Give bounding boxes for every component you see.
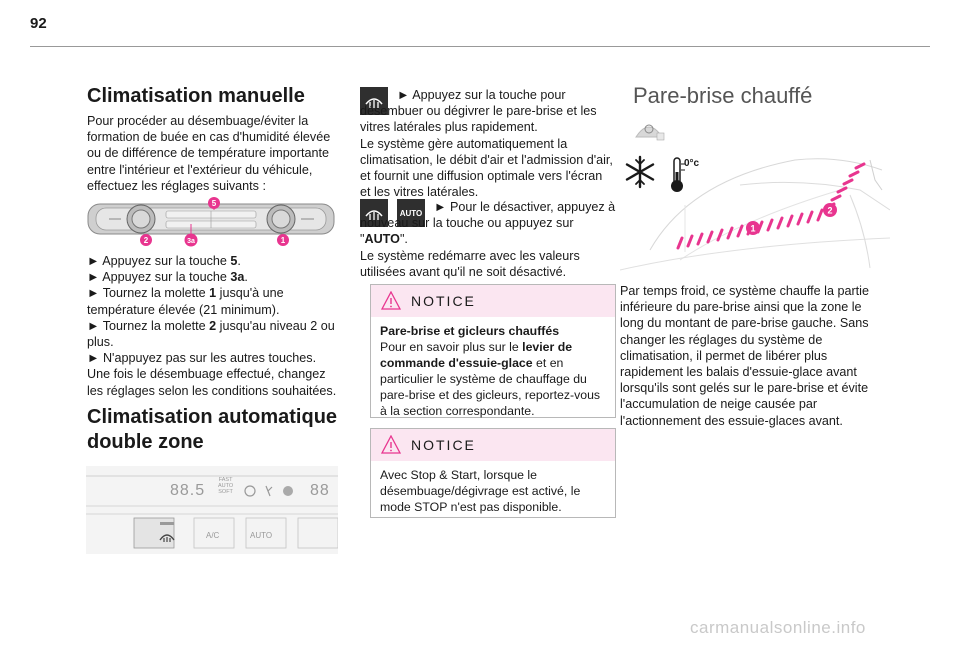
step-2: ► Appuyez sur la touche 3a. (87, 270, 248, 285)
led-indicator (160, 522, 174, 525)
svg-text:2: 2 (827, 205, 833, 216)
restart-text: Le système redémarre avec les valeurs utilisées avant qu'il ne soit désactivé. (360, 248, 580, 279)
snowflake-icon (627, 157, 653, 187)
heated-zone-pillar (826, 164, 864, 208)
step-4: ► Tournez la molette 2 jusqu'au niveau 2 ou plus. (87, 318, 335, 350)
defrost-instruction: ► Appuyez sur la touche pour désembuer ou dégivrer le pare-brise et les vitres latérales plus rapidement. (360, 88, 597, 135)
right-temp-display: 88 (310, 482, 330, 499)
notice-header (371, 429, 615, 461)
manual-ac-title: Climatisation manuelle (87, 85, 305, 107)
auto-ac-title: Climatisation automatique double zone (87, 406, 338, 453)
svg-text:1: 1 (280, 236, 286, 245)
recirculation-icon (245, 486, 255, 496)
notice-body (371, 461, 615, 523)
step-1: ► Appuyez sur la touche 5. (87, 254, 241, 268)
notice-text: Pour en savoir plus sur le levier de commande d'essuie-glace et en particulier le système de chauffage du pare-brise et des gicleurs, reportez-vous à la section correspondante. (380, 340, 601, 418)
svg-text:3a: 3a (187, 238, 195, 245)
deactivate-instruction: ► Pour le désactiver, appuyez à nouveau sur la touche ou appuyez sur "AUTO". (360, 200, 616, 247)
notice-title: NOTICE (411, 437, 476, 453)
heated-windscreen-illustration (620, 150, 890, 275)
warning-icon (381, 291, 401, 310)
warning-icon (381, 435, 401, 454)
watermark: carmanualsonline.info (690, 618, 866, 637)
page-number: 92 (30, 15, 47, 32)
step-3: ► Tournez la molette 1 jusqu'à une température élevée (21 minimum). (87, 286, 284, 317)
fan-mode-labels: FAST AUTO SOFT (218, 477, 234, 495)
auto-button-icon: AUTO (397, 199, 425, 227)
notice-header (371, 285, 615, 317)
svg-text:5: 5 (211, 199, 217, 208)
notice-body (371, 317, 615, 427)
heated-windscreen-indicator-icon (633, 117, 665, 141)
notice-title: NOTICE (411, 293, 476, 309)
manual-ac-intro: Pour procéder au désembuage/éviter la formation de buée en cas d'humidité élevée ou de différence de température importante entre l'intérieur et l'extérieur du véhicule, effectuez les réglages suivants : (87, 114, 331, 193)
col2-text-2 (360, 199, 616, 280)
col2-text-1 (360, 87, 616, 200)
climate-mode-icons (244, 483, 304, 499)
svg-text:1: 1 (750, 223, 756, 234)
left-temp-display: 88.5 (170, 482, 206, 499)
airflow-icon (266, 486, 272, 496)
ac-button-label: A/C (206, 531, 220, 540)
fan-icon (283, 486, 293, 496)
manual-ac-outro: Une fois le désembuage effectué, changez les réglages selon les conditions souhaitées. (87, 367, 337, 398)
notice-text: Avec Stop & Start, lorsque le désembuage/dégivrage est activé, le mode STOP n'est pas disponible. (380, 468, 581, 514)
auto-ac-panel-illustration (86, 466, 338, 554)
auto-button-label: AUTO (250, 531, 273, 540)
thermometer-icon (671, 158, 685, 192)
auto-management-text: Le système gère automatiquement la climatisation, le débit d'air et l'admission d'air, et fournit une diffusion optimale vers l'écran et les vitres latérales. (360, 136, 613, 200)
manual-ac-panel-illustration (86, 196, 338, 248)
header-rule (30, 46, 930, 47)
temperature-label: 0°c (684, 158, 700, 169)
notice-heading: Pare-brise et gicleurs chauffés (380, 324, 560, 338)
heated-windscreen-text: Par temps froid, ce système chauffe la partie inférieure du pare-brise ainsi que la zone le long du montant de pare-brise gauche. Sans changer les réglages du système de climatisation, il permet de libérer plus rapidement les balais d'essuie-glace avant lorsqu'ils sont gelés sur le pare-brise et évite l'accumulation de neige causée par l'actionnement des essuie-glaces avant. (620, 284, 869, 428)
step-5: ► N'appuyez pas sur les autres touches. (87, 351, 317, 366)
notice-box-2 (370, 428, 616, 518)
heated-windscreen-title: Pare-brise chauffé (633, 83, 813, 108)
manual-ac-steps (87, 253, 337, 399)
svg-text:2: 2 (143, 236, 149, 245)
notice-box-1 (370, 284, 616, 418)
front-defrost-icon (158, 529, 176, 543)
